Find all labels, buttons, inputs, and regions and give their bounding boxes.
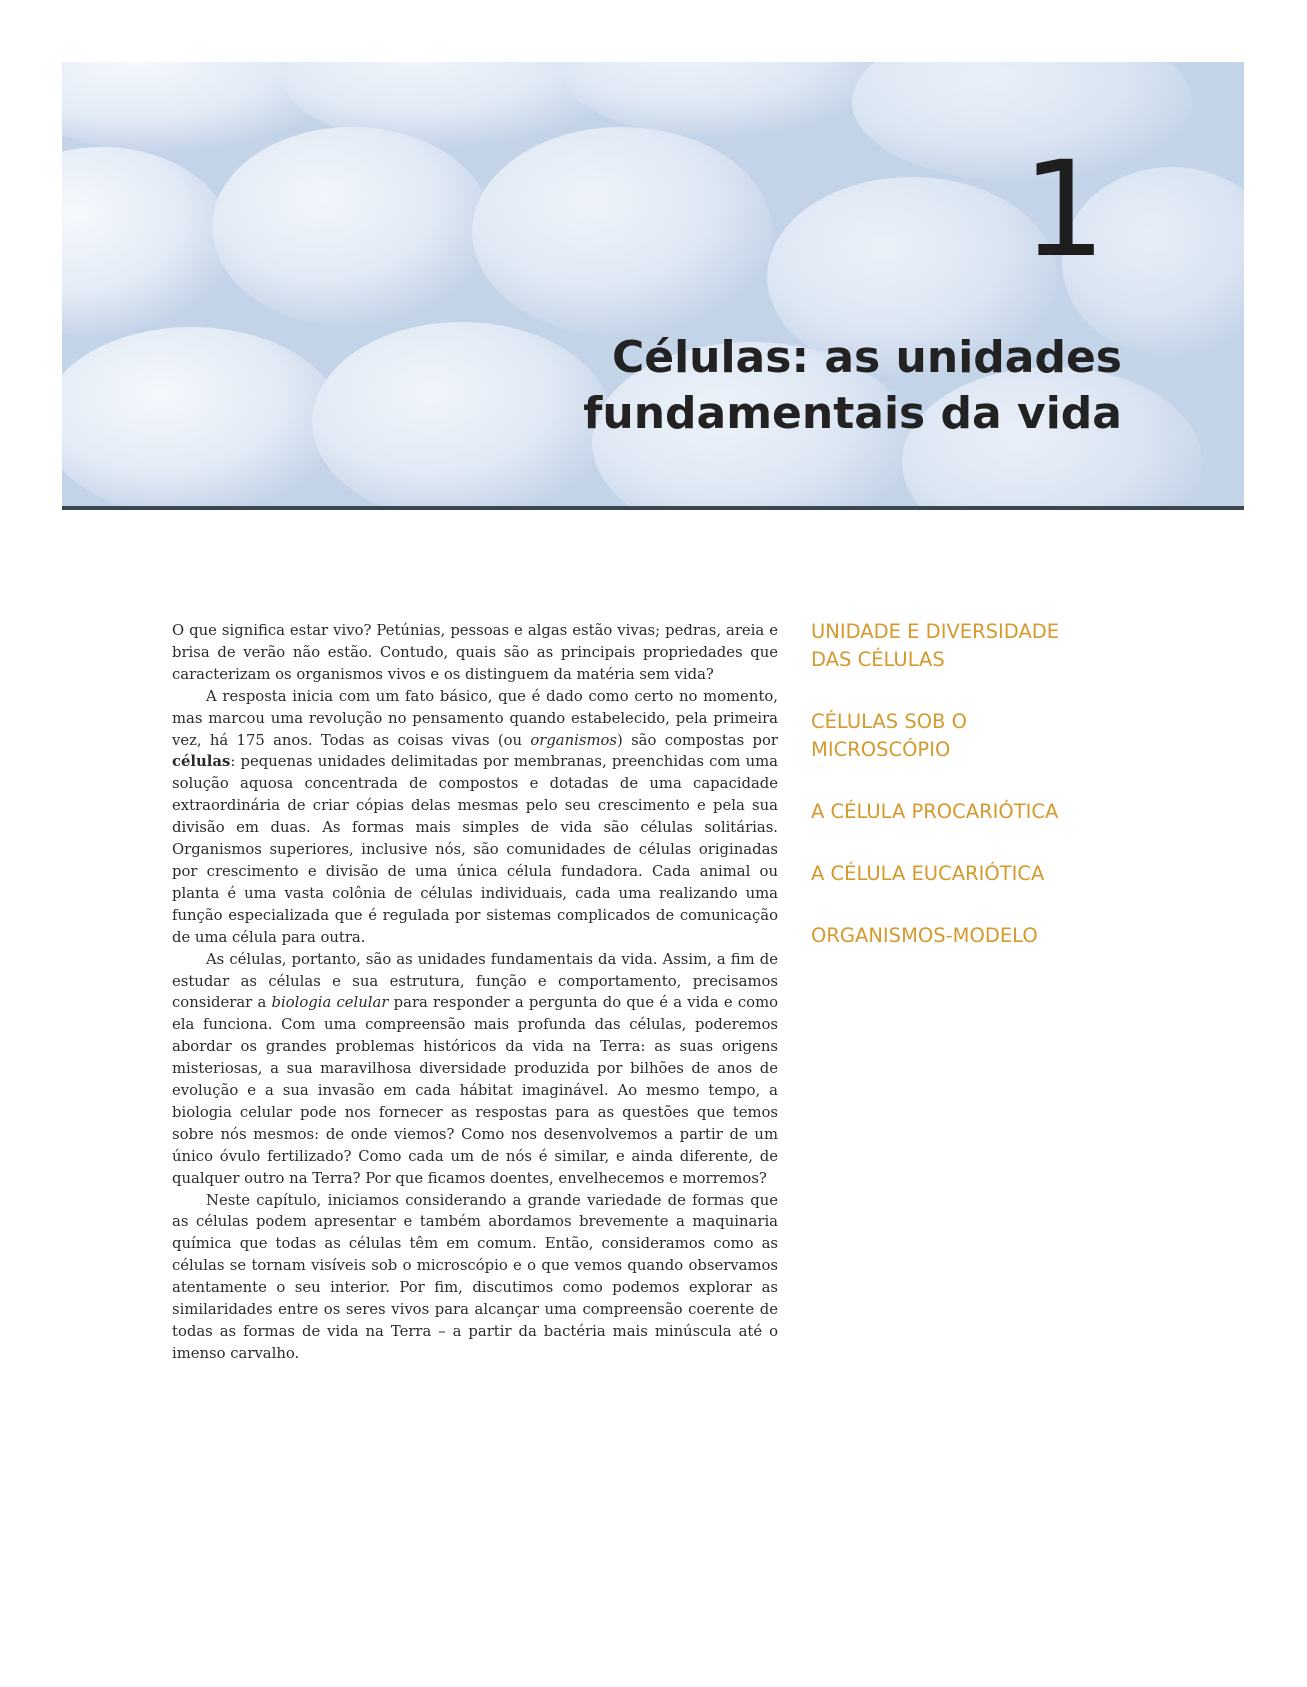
chapter-title-line-1: Células: as unidades — [611, 332, 1122, 383]
chapter-number: 1 — [1022, 133, 1106, 287]
toc-item-line: A CÉLULA PROCARIÓTICA — [811, 800, 1059, 823]
toc-item-line: CÉLULAS SOB O — [811, 710, 967, 733]
paragraph-3-part-a: As células, portanto, são as unidades fundamentais da vida. Assim, a fim de estudar as células e sua estrutura, função e comportamento, precisamos considerar a — [172, 950, 778, 1012]
toc-item-line: A CÉLULA EUCARIÓTICA — [811, 862, 1045, 885]
paragraph-2-part-a: A resposta inicia com um fato básico, que é dado como certo no momento, mas marcou uma revolução no pensamento quando estabelecido, pela primeira vez, há 175 anos. Todas as coisas vivas (ou — [172, 687, 778, 749]
term-biologia-celular: biologia celular — [271, 994, 389, 1012]
toc-item-procariotica — [811, 798, 1141, 826]
paragraph-3-part-b: para responder a pergunta do que é a vida e como ela funciona. Com uma compreensão mais profunda das células, poderemos abordar os grandes problemas históricos da vida na Terra: as suas origens misteriosas, a sua maravilhosa diversidade produzida por bilhões de anos de evolução e a sua invasão em cada hábitat imaginável. Ao mesmo tempo, a biologia celular pode nos fornecer as respostas para as questões que temos sobre nós mesmos: de onde viemos? Como nos desenvolvemos a partir de um único óvulo fertilizado? Como cada um de nós é similar, e ainda diferente, de qualquer outro na Terra? Por que ficamos doentes, envelhecemos e morremos? — [172, 994, 779, 1187]
paragraph-2-part-c: : pequenas unidades delimitadas por membranas, preenchidas com uma solução aquosa concentrada de compostos e dotadas de uma capacidade extraordinária de criar cópias delas mesmas pelo seu crescimento e pela sua divisão em duas. As formas mais simples de vida são células solitárias. Organismos superiores, inclusive nós, são comunidades de células originadas por crescimento e divisão de uma única célula fundadora. Cada animal ou planta é uma vasta colônia de células individuais, cada uma realizando uma função especializada que é regulada por sistemas complicados de comunicação de uma célula para outra. — [172, 753, 778, 946]
toc-item-line: ORGANISMOS-MODELO — [811, 924, 1038, 947]
paragraph-1: O que significa estar vivo? Petúnias, pessoas e algas estão vivas; pedras, areia e brisa de verão não estão. Contudo, quais são as principais propriedades que caracterizam os organismos vivos e os distinguem da matéria sem vida? — [172, 622, 778, 683]
toc-item-organismos-modelo — [811, 922, 1141, 950]
chapter-contents-list — [811, 618, 1141, 984]
toc-item-unidade-diversidade — [811, 618, 1141, 674]
chapter-banner — [62, 62, 1244, 510]
toc-item-line: DAS CÉLULAS — [811, 648, 945, 671]
toc-item-eucariotica — [811, 860, 1141, 888]
term-organismos: organismos — [530, 731, 618, 749]
toc-item-line: UNIDADE E DIVERSIDADE — [811, 620, 1060, 643]
chapter-introduction — [172, 620, 778, 1365]
paragraph-2 — [172, 686, 778, 949]
paragraph-2-part-b: ) são compostas por — [617, 731, 779, 749]
term-celulas: células — [172, 753, 231, 771]
toc-item-line: MICROSCÓPIO — [811, 738, 951, 761]
chapter-title — [583, 330, 1122, 442]
toc-item-microscopio — [811, 708, 1141, 764]
paragraph-4: Neste capítulo, iniciamos considerando a grande variedade de formas que as células podem apresentar e também abordamos brevemente a maquinaria química que todas as células têm em comum. Então, consideramos como as células se tornam visíveis sob o microscópio e o que vemos quando observamos atentamente o seu interior. Por fim, discutimos como podemos explorar as similaridades entre os seres vivos para alcançar uma compreensão coerente de todas as formas de vida na Terra – a partir da bactéria mais minúscula até o imenso carvalho. — [172, 1191, 778, 1362]
chapter-title-line-2: fundamentais da vida — [583, 388, 1122, 439]
paragraph-3 — [172, 949, 778, 1190]
